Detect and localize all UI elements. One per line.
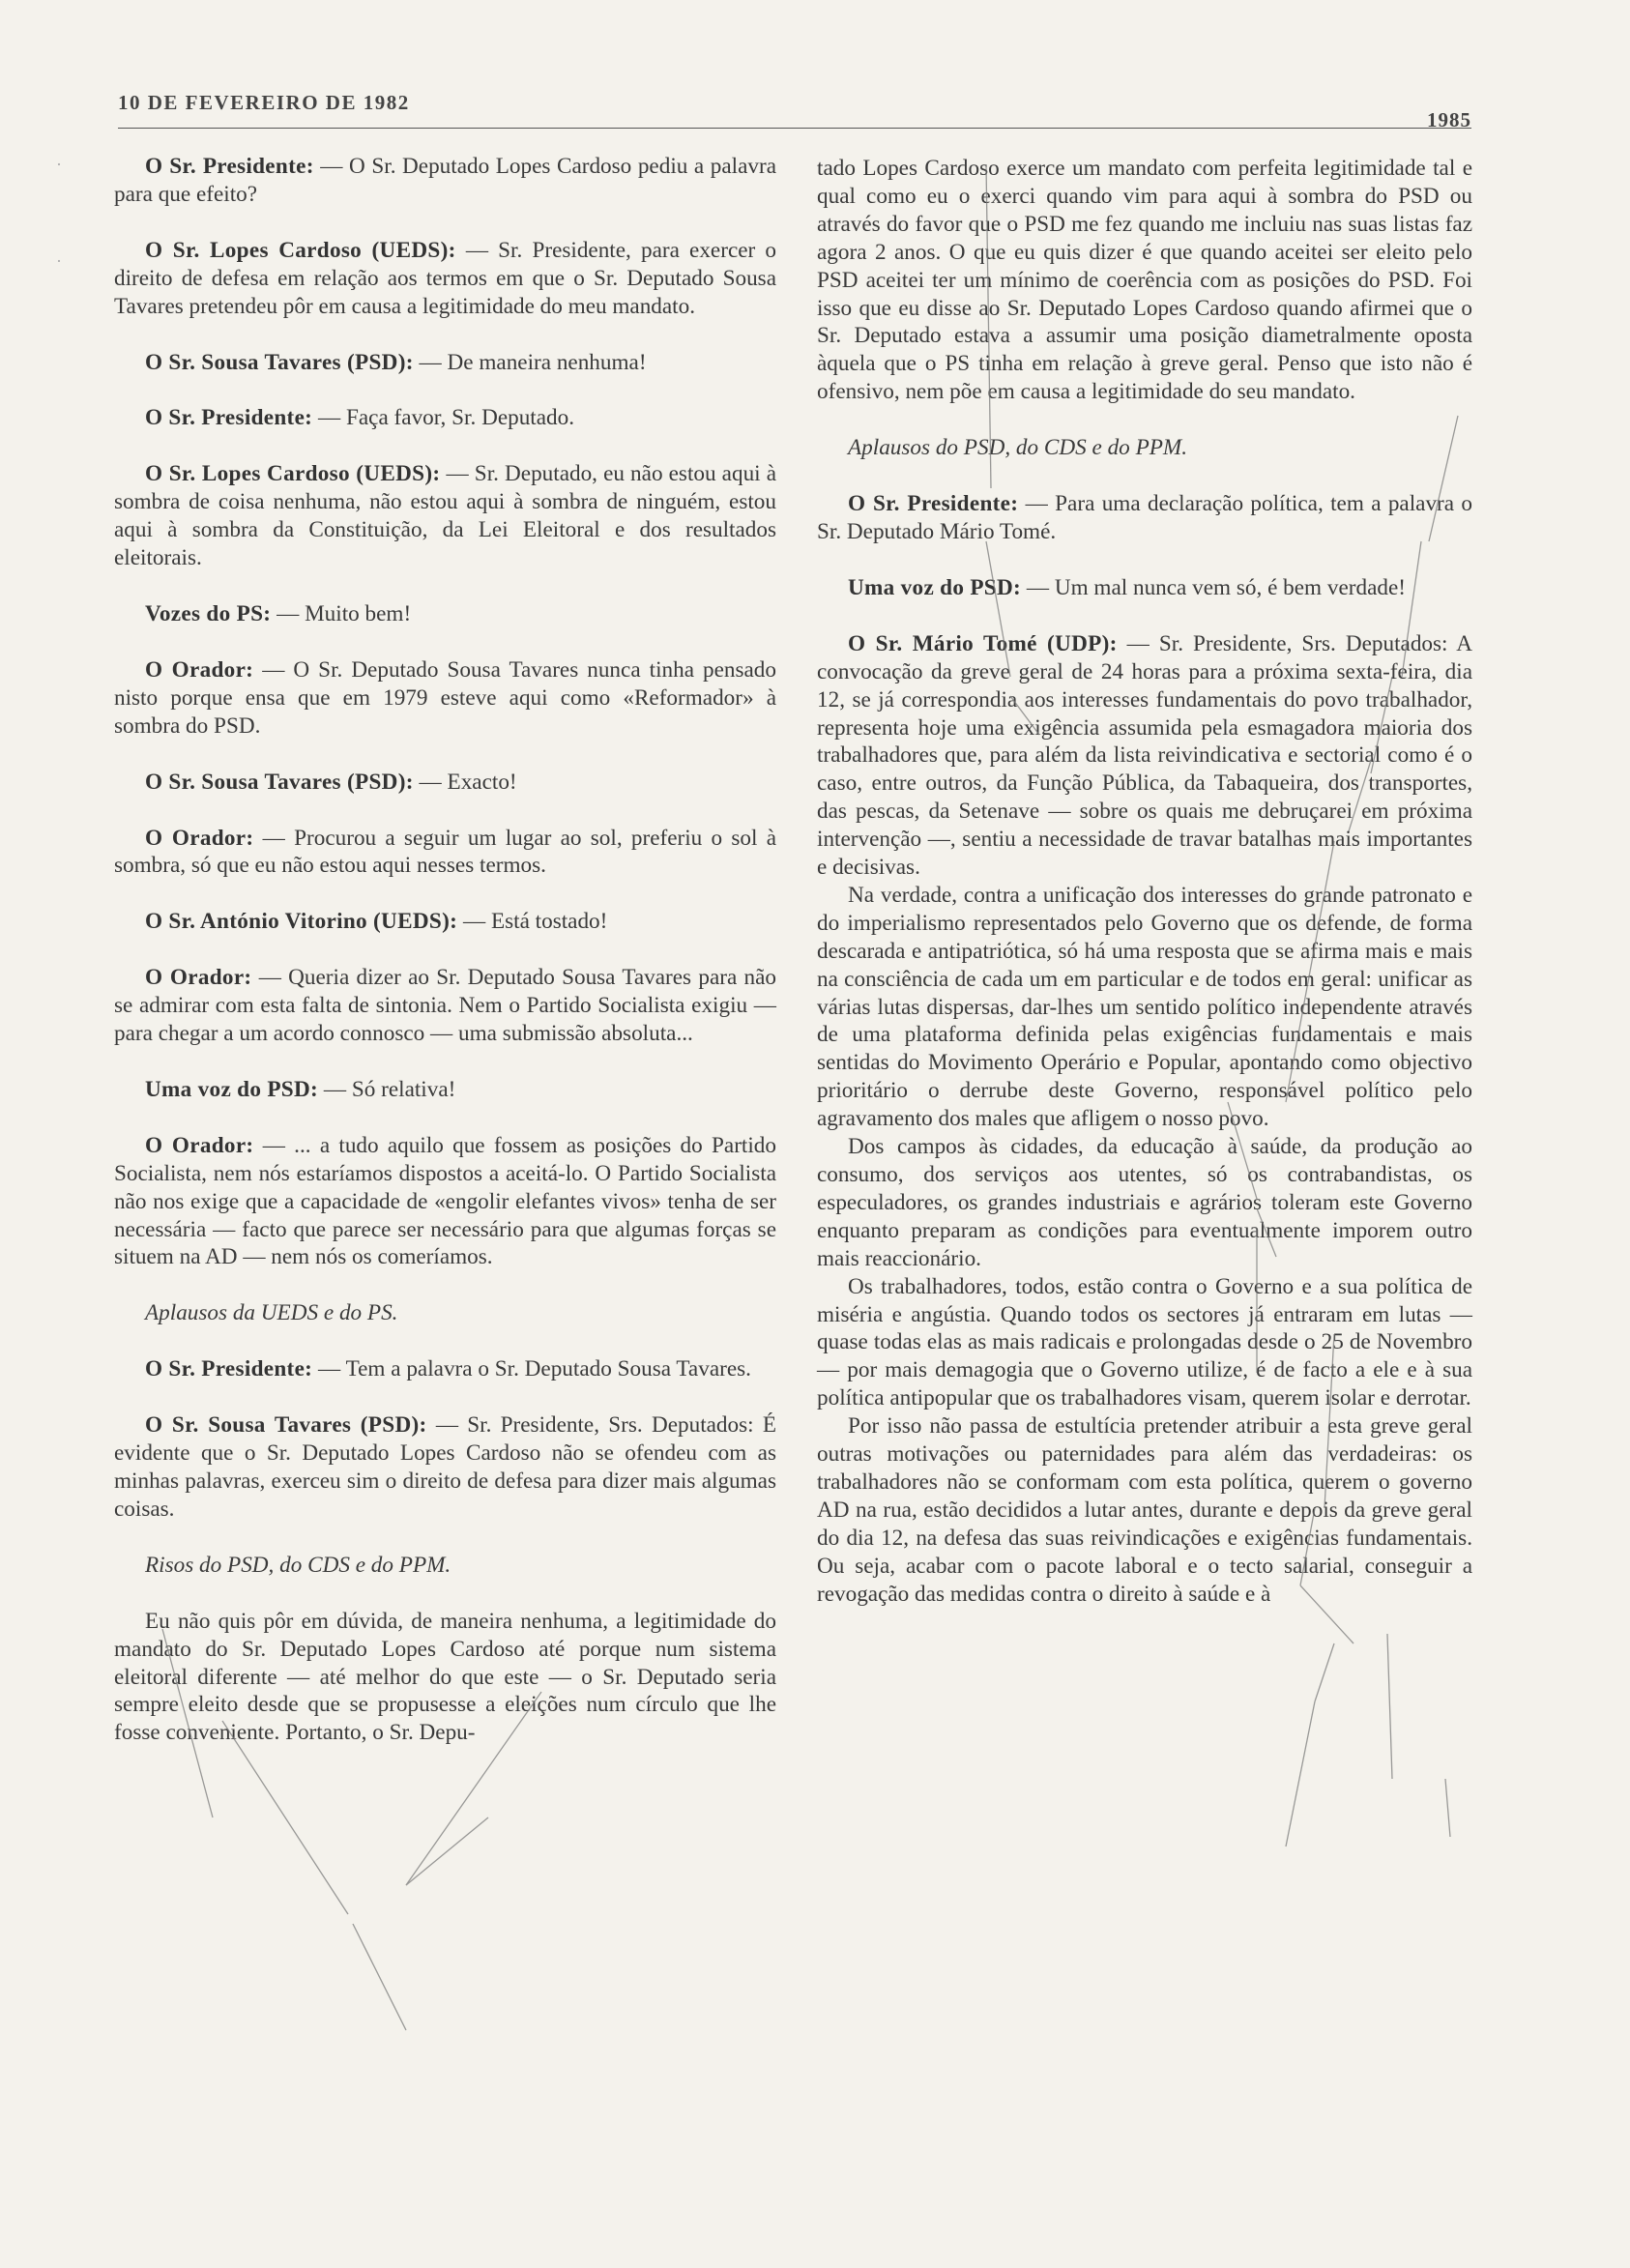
speech-paragraph (114, 1355, 776, 1383)
speech-paragraph (817, 882, 1472, 1133)
speech-paragraph (817, 574, 1472, 602)
speech-paragraph (114, 964, 776, 1048)
speech-text: Eu não quis pôr em dúvida, de maneira nenhuma, a legitimidade do mandato do Sr. Deputado Lopes Cardoso até porque num sistema eleitoral diferente — até melhor do que este — o Sr. Deputado seria sempre eleito desde que se propusesse a eleições num círculo que lhe fosse conveniente. Portanto, o Sr. Depu- (114, 1608, 776, 1746)
speech-paragraph (114, 769, 776, 797)
speech-paragraph (114, 153, 776, 209)
speaker-name: Uma voz do PSD: (145, 1076, 319, 1102)
speech-text: — Sr. Deputado, eu não estou aqui à sombra de coisa nenhuma, não estou aqui à sombra de ninguém, estou aqui à sombra da Constituição, da Lei Eleitoral e dos resultados eleitorais. (114, 461, 776, 571)
page-number: 1985 (1427, 108, 1471, 131)
speech-text: — Sr. Presidente, Srs. Deputados: A convocação da greve geral de 24 horas para a próxima sexta-feira, dia 12, se já correspondia aos interesses fundamentais do povo trabalhador, representa hoje uma exigência assumida pela esmagadora maioria dos trabalhadores que, para além da lista reivindicativa e sectorial como é o caso, entre outros, da Função Pública, da Tabaqueira, dos transportes, das pescas, da Setenave — sobre os quais me debruçarei em próxima intervenção —, sentiu a necessidade de travar batalhas mais importantes e decisivas. (817, 630, 1472, 881)
speech-text: — Sr. Presidente, Srs. Deputados: É evidente que o Sr. Deputado Lopes Cardoso não se ofendeu com as minhas palavras, exerceu sim o direito de defesa para dizer mais algumas coisas. (114, 1412, 776, 1522)
speech-paragraph (817, 1273, 1472, 1413)
speaker-name: O Sr. Presidente: (145, 405, 313, 431)
speaker-name: O Sr. Sousa Tavares (PSD): (145, 769, 414, 795)
speaker-name: O Orador: (145, 965, 252, 991)
speaker-name: O Orador: (145, 825, 254, 851)
speech-text: — Procurou a seguir um lugar ao sol, preferiu o sol à sombra, só que eu não estou aqui nesses termos. (114, 825, 776, 879)
speech-paragraph (817, 490, 1472, 546)
speaker-name: O Sr. Presidente: (848, 491, 1019, 517)
right-column (817, 155, 1472, 1609)
speech-text: Na verdade, contra a unificação dos interesses do grande patronato e do imperialismo representados pelo Governo que os defende, de forma descarada e antipatriótica, só há uma resposta que se afirma mais e mais na consciência de cada um em particular e de todos em geral: unificar as várias lutas dispersas, dar-lhes um sentido político independente através de uma plataforma definida pelas exigências fundamentais e mais sentidas do Movimento Operário e Popular, apontando como objectivo prioritário o derrube deste Governo, responsável político pelo agravamento dos males que afligem o nosso povo. (817, 882, 1472, 1132)
speech-paragraph (114, 1132, 776, 1272)
speech-paragraph (114, 237, 776, 321)
speech-text: — Muito bem! (271, 600, 412, 626)
speech-text: Os trabalhadores, todos, estão contra o Governo e a sua política de miséria e angústia. Quando todos os sectores já entraram em lutas — quase todas elas as mais radicais e prolongadas desde o 25 de Novembro — por mais demagogia que o Governo utilize, é de facto a ele e à sua política antipopular que os trabalhadores visam, querem isolar e derrotar. (817, 1273, 1472, 1411)
speech-paragraph (114, 825, 776, 881)
speech-text: — O Sr. Deputado Sousa Tavares nunca tinha pensado nisto porque ensa que em 1979 esteve aqui como «Reformador» à sombra do PSD. (114, 656, 776, 739)
left-column (114, 153, 776, 1775)
applause-note: Risos do PSD, do CDS e do PPM. (145, 1552, 451, 1578)
speech-text: — Exacto! (413, 769, 517, 795)
speaker-name: O Sr. Sousa Tavares (PSD): (145, 349, 414, 375)
speech-paragraph (114, 349, 776, 377)
speaker-name: O Sr. António Vitorino (UEDS): (145, 909, 458, 935)
speaker-name: O Sr. Presidente: (145, 154, 314, 179)
speech-text: — Está tostado! (457, 909, 608, 935)
speech-paragraph (114, 656, 776, 741)
speaker-name: O Orador: (145, 1132, 254, 1158)
page-header (118, 89, 1471, 129)
speaker-name: Uma voz do PSD: (848, 574, 1022, 600)
speaker-name: O Sr. Mário Tomé (UDP): (848, 630, 1118, 656)
speech-text: Por isso não passa de estultícia pretender atribuir a esta greve geral outras motivações ou paternidades para além das verdadeiras: os trabalhadores não se conformam com esta política, querem o governo AD na rua, estão decididos a lutar antes, durante e depois da greve geral do dia 12, na defesa das suas reivindicações e exigências fundamentais. Ou seja, acabar com o pacote laboral e o tecto salarial, conseguir a revogação das medidas contra o direito à saúde e à (817, 1413, 1472, 1607)
speech-paragraph (114, 600, 776, 628)
speech-text: — Sr. Presidente, para exercer o direito de defesa em relação aos termos em que o Sr. Deputado Sousa Tavares pretendeu pôr em causa a legitimidade do meu mandato. (114, 237, 776, 319)
speech-text: — De maneira nenhuma! (413, 349, 647, 375)
speaker-name: O Sr. Lopes Cardoso (UEDS): (145, 237, 456, 263)
speech-paragraph (817, 630, 1472, 882)
speech-paragraph (114, 1608, 776, 1748)
speaker-name: O Sr. Presidente: (145, 1356, 313, 1382)
speech-text: — Tem a palavra o Sr. Deputado Sousa Tavares. (312, 1356, 751, 1382)
applause-note: Aplausos do PSD, do CDS e do PPM. (848, 435, 1188, 461)
speech-text: — Faça favor, Sr. Deputado. (312, 405, 575, 431)
speech-paragraph (114, 1411, 776, 1524)
speech-text: — Só relativa! (318, 1076, 456, 1102)
speech-paragraph (817, 1412, 1472, 1608)
speech-paragraph (817, 155, 1472, 406)
speech-paragraph (817, 1133, 1472, 1273)
speech-text: — ... a tudo aquilo que fossem as posições do Partido Socialista, nem nós estaríamos dispostos a aceitá-lo. O Partido Socialista não nos exige que a capacidade de «engolir elefantes vivos» tenha de ser necessária — facto que parece ser necessário para que algumas forças se situem na AD — nem nós os comeríamos. (114, 1132, 776, 1270)
speech-text: — Um mal nunca vem só, é bem verdade! (1021, 574, 1406, 600)
speech-paragraph (114, 404, 776, 432)
speech-paragraph (114, 460, 776, 572)
speaker-name: O Sr. Sousa Tavares (PSD): (145, 1412, 427, 1439)
speech-paragraph (114, 1076, 776, 1104)
speech-text: — Queria dizer ao Sr. Deputado Sousa Tavares para não se admirar com esta falta de sintonia. Nem o Partido Socialista exigiu — para chegar a um acordo connosco — uma submissão absoluta... (114, 965, 776, 1047)
margin-mark: · (56, 251, 62, 271)
speaker-name: O Sr. Lopes Cardoso (UEDS): (145, 461, 441, 487)
margin-mark: · (56, 155, 62, 174)
speech-text: — Para uma declaração política, tem a palavra o Sr. Deputado Mário Tomé. (817, 491, 1472, 544)
applause-note: Aplausos da UEDS e do PS. (145, 1300, 398, 1326)
speech-text: tado Lopes Cardoso exerce um mandato com perfeita legitimidade tal e qual como eu o exerci quando vim para aqui à sombra do PSD ou através do favor que o PSD me fez quando me incluiu nas suas listas faz agora 2 anos. O que eu quis dizer é que quando aceitei ser eleito pelo PSD aceitei ter um mínimo de coerência com as posições do PSD. Foi isso que eu disse ao Sr. Deputado Lopes Cardoso quando afirmei que o Sr. Deputado estava a assumir uma posição diametralmente oposta àquela que o PS tinha em relação à greve geral. Penso que isto não é ofensivo, nem põe em causa a legitimidade do seu mandato. (817, 156, 1472, 405)
speaker-name: Vozes do PS: (145, 600, 272, 626)
header-date: 10 DE FEVEREIRO DE 1982 (118, 91, 410, 114)
speech-text: Dos campos às cidades, da educação à saúde, da produção ao consumo, dos serviços aos utentes, só os contrabandistas, os especuladores, os grandes industriais e agrários toleram este Governo enquanto preparam as condições para eventualmente imporem outro mais reaccionário. (817, 1134, 1472, 1271)
speech-text: — O Sr. Deputado Lopes Cardoso pediu a palavra para que efeito? (114, 154, 776, 207)
speech-paragraph (114, 908, 776, 936)
speaker-name: O Orador: (145, 656, 254, 683)
